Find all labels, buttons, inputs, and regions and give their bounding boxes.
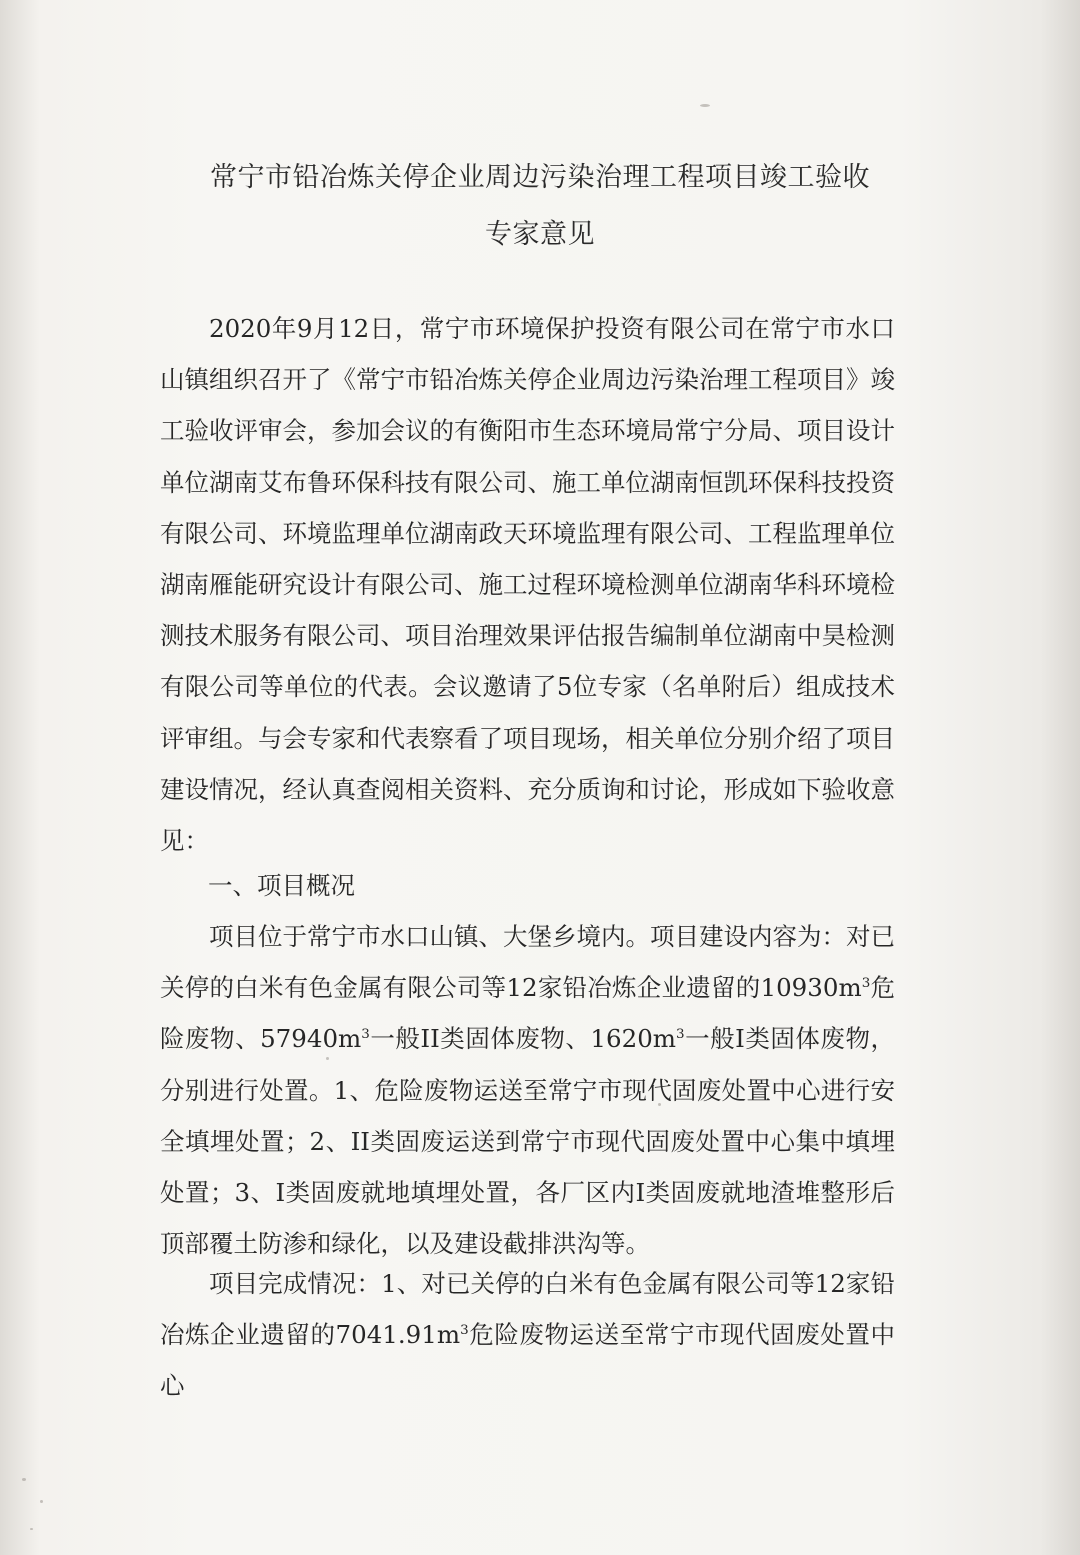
text-run: 项目完成情况：1、对已关停的白米有色金属有限公司等12家铅冶炼企业遗留的7041.91m <box>160 1269 895 1350</box>
superscript: 3 <box>460 1322 469 1339</box>
text-run: 一般I类固体废物，分别进行处置。1、危险废物运送至常宁市现代固废处置中心进行安全填埋处置；2、II类固废运送到常宁市现代固废处置中心集中填埋处置；3、I类固废就地填埋处置，各厂区内I类固废就地渣堆整形后顶部覆土防渗和绿化，以及建设截排洪沟等。 <box>160 1024 895 1259</box>
document-title-line2: 专家意见 <box>485 219 595 250</box>
superscript: 3 <box>361 1026 370 1043</box>
superscript: 3 <box>676 1026 685 1043</box>
scan-speck <box>700 104 710 107</box>
paragraph-project-completion <box>160 1258 895 1412</box>
text-run: 一般II类固体废物、1620m <box>369 1024 677 1054</box>
scan-speck <box>22 1478 26 1481</box>
scan-speck <box>30 1528 33 1530</box>
text-run: 危险废物、57940m <box>160 973 896 1054</box>
section-heading-project-overview: 一、项目概况 <box>208 871 355 900</box>
paragraph-text <box>160 911 895 1269</box>
scan-speck <box>40 1500 43 1503</box>
paragraph-meeting-intro <box>160 303 895 866</box>
document-title-line1: 常宁市铅冶炼关停企业周边污染治理工程项目竣工验收 <box>210 162 870 193</box>
paragraph-text <box>160 1258 895 1412</box>
paragraph-text: 2020年9月12日，常宁市环境保护投资有限公司在常宁市水口山镇组织召开了《常宁市铅冶炼关停企业周边污染治理工程项目》竣工验收评审会，参加会议的有衡阳市生态环境局常宁分局、项目设计单位湖南艾布鲁环保科技有限公司、施工单位湖南恒凯环保科技投资有限公司、环境监理单位湖南政天环境监理有限公司、工程监理单位湖南雁能研究设计有限公司、施工过程环境检测单位湖南华科环境检测技术服务有限公司、项目治理效果评估报告编制单位湖南中昊检测有限公司等单位的代表。会议邀请了5位专家（名单附后）组成技术评审组。与会专家和代表察看了项目现场，相关单位分别介绍了项目建设情况，经认真查阅相关资料、充分质询和讨论，形成如下验收意见： <box>160 314 895 856</box>
superscript: 3 <box>861 975 871 992</box>
text-run: 项目位于常宁市水口山镇、大堡乡境内。项目建设内容为：对已关停的白米有色金属有限公司等12家铅冶炼企业遗留的10930m <box>160 922 895 1003</box>
text-run: 危险废物运送至常宁市现代固废处置中心 <box>160 1320 895 1401</box>
paragraph-project-content <box>160 911 895 1269</box>
